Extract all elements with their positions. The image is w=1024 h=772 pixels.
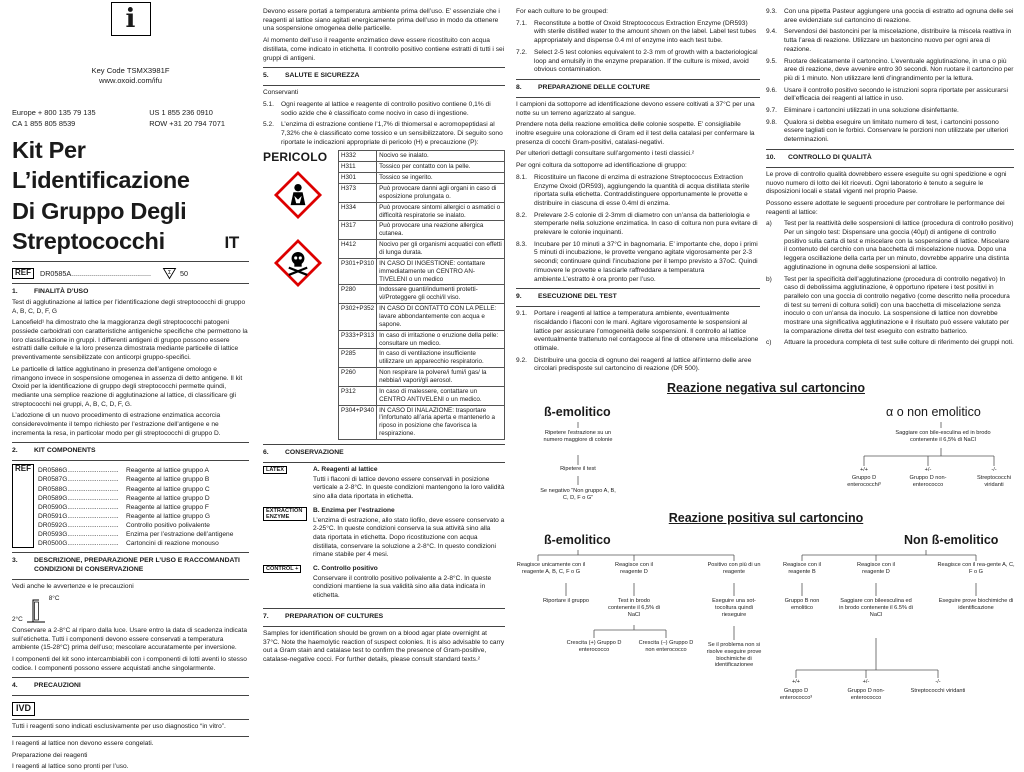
item-text: Ricostituire un flacone di enzima di estrazione Streptococcus Extraction Enzyme Oxoid (DR593), aggiungendo la quantità di acqua distillata sterile riportata sulla etichetta. Contraddistinguere opportunamente le provette e distribuire in ciascuna di esse 0.4ml di enzima. [534,173,750,207]
kit-component-code: DR0592G............................ [38,521,119,529]
hazard-code: P260 [339,368,377,387]
hazard-row [339,386,505,405]
website-link[interactable]: www.oxoid.com/ifu [99,76,162,86]
title-line: Kit Per L’identificazione [12,136,190,194]
hazard-code: H317 [339,221,377,240]
item-text: Test per la specificità dell’agglutinazione (procedura di controllo negativo) In caso di debolissima agglutinazione, è opportuno ripetere i test positivi in parallelo con una goccia di controllo negativo (come descritto nella procedura di test su terreni di coltura solidi) con una bacchetta di miscelazione senza inoculo o con un’ansa da inoculo. La sospensione di lattice non dovrebbe mostrare una significativa agglutinazione e il risultato può essere valutato per la comparazione diretta del test eseguito con estratto batterico. [784,275,1010,335]
info-icon: i [111,2,151,36]
hazard-code: P304+P340 [339,405,377,439]
item-number: 9.6. [766,86,777,94]
divider [766,149,1014,150]
item-text: Prelevare 2-5 colonie di 2-3mm di diametro con un’ansa da batteriologia e stemperarle nella soluzione enzimatica. In caso di coltura non pura evitare di prelevare le colonie inquinanti. [534,211,758,237]
section-8-heading: 8. PREPARAZIONE DELLE COLTURE [516,83,650,91]
beta-hemolytic-heading: ß-emolitico [544,533,611,547]
hazard-row [339,285,505,304]
kit-component-list [38,466,233,548]
kit-component-desc: Reagente al lattice gruppo D [126,494,210,502]
hazard-block [263,150,505,440]
hazard-row [339,173,505,184]
item-text: Con una pipetta Pasteur aggiungere una goccia di estratto ad ognuna delle sei aree evidenziate sul cartoncino di reazione. [784,8,1014,24]
hazard-code: H412 [339,240,377,259]
numbered-item [263,101,505,118]
s5-intro: Conservanti [263,89,299,97]
flow-pos-r3: Se il problema non si risolve eseguire prove biochimiche di identificazionee [706,642,762,669]
hazard-row [339,330,505,349]
hazard-text: Tossico se ingerito. [377,173,505,184]
temp-high: 8°C [48,594,60,602]
svg-text:Σ: Σ [167,269,172,276]
s1-paragraph: L’adozione di un nuovo procedimento di estrazione enzimatica accorcia considerevolmente il tempo richiesto per l’estrazione dell’antigene e ne incrementa la resa, in particolar modo per gli streptococchi di gruppo D. [12,412,221,437]
divider [12,579,249,580]
item-text: Eliminare i cartoncini utilizzati in una soluzione disinfettante. [784,107,959,115]
section-2-heading: 2. KIT COMPONENTS [12,447,96,455]
section-6-heading: 6. CONSERVAZIONE [263,449,344,457]
key-code: Key Code TSMX3981F [91,66,170,75]
divider [263,85,505,86]
hazard-text: Tossico per contatto con la pelle. [377,162,505,173]
item-number: 8.3. [516,240,527,248]
item-text: Incubare per 10 minuti a 37°C in bagnomaria. E’ importante che, dopo i primi 5 minuti di incubazione, le provette vengano agitate vigorosamente per 2-3 secondi; continuare quindi l’incubazione per il tempo previsto a 37oC. Quindi rimuovere le provette e lasciarle raffreddare a temperatura ambiente.L’estratto è ora pronto per l’uso. [534,240,758,283]
column-1 [12,0,249,771]
numbered-item [766,28,1014,54]
contact-ca: CA 1 855 805 8539 [12,118,76,128]
item-text: Select 2-5 test colonies equivalent to 2-3 mm of growth with a bacteriological loop and emulsify in the enzyme preparation. If the culture is mixed, avoid obvious contamination. [534,48,758,74]
temperature-limit-symbol [12,595,249,625]
s1-paragraph: Le particelle di lattice agglutinano in presenza dell’antigene omologo e rimangono invece in sospensione omogenea in assenza di detto antigene. Il kit Oxoid per la identificazione di gruppo degli streptococchi permette quindi, mediante una semplice reazione di agglutinazione al lattice, di classificare gli streptococchi nei gruppi, A, B, C, D, F, G. [12,365,243,408]
kit-component-row [38,466,233,475]
flow-pos-p1: Reagisce unicamente con il reagente A, B, C, F o G [516,562,586,575]
contact-us: US 1 855 236 0910 [149,107,213,117]
c3-intro: For each culture to be grouped: [516,8,609,15]
divider [516,288,760,289]
flow-pos-p5: Reagisce con il reagente D [857,562,895,575]
item-text: Usare il controllo positivo secondo le istruzioni sopra riportate per assicurarsi dell’efficacia dei reagenti al lattice in uso. [784,86,1008,103]
storage-content [313,466,505,505]
numbered-item [516,241,760,285]
divider [516,79,760,80]
thermometer-icon [25,596,47,624]
hazard-row [339,202,505,221]
hazard-row [339,304,505,331]
item-text: Ruotare delicatamente il cartoncino. L’eventuale agglutinazione, in una o più aree di reazione, deve avvenire entro 30 secondi. Non ruotare il cartoncino per più di 1 minuto. Non utilizzare lenti d’ingrandimento per la lettura. [784,57,1014,82]
storage-tag-cell [263,466,307,505]
s10-paragraph: Le prove di controllo qualità dovrebbero essere eseguite su ogni spedizione e ogni nuovo numero di lotto dei kit ricevuti. Ogni laboratorio è tenuto a seguire le disposizioni locali e statali vigenti nel proprio Paese. [766,170,1007,196]
hazard-table [338,150,505,440]
divider [516,97,760,98]
divider [263,462,505,463]
hazard-text: Può provocare danni agli organi in caso di esposizione prolungata o. [377,183,505,202]
section-1-heading: 1. FINALITÀ D’USO [12,287,89,295]
ref-row [12,268,249,279]
c3-en-list [516,20,760,75]
storage-title: C. Controllo positivo [313,565,378,573]
numbered-item [766,87,1014,104]
kit-component-row [38,475,233,484]
s3-intro: Vedi anche le avvertenze e le precauzioni [12,583,134,591]
sigma-count: 50 [180,268,189,278]
kit-component-row [38,521,233,530]
section-5-heading: 5. SALUTE E SICUREZZA [263,72,360,80]
numbered-item [516,174,760,209]
s1-paragraph: Lancefield¹ ha dimostrato che la maggioranza degli streptococchi patogeni possiede carboidrati con caratteristiche antigeniche specifiche che permettono la loro classificazione in gruppi. I differenti antigeni di gruppo possono essere estratti dalle cellule e la loro presenza dimostrata mediante particelle di lattice preventivamente sensibilizzate con anticorpi gruppo-specifici. [12,319,248,362]
kit-component-code: DR0588G............................ [38,485,119,493]
kit-component-code: DR0587G............................ [38,476,119,484]
numbered-item [766,220,1014,272]
s3-paragraph: I componenti del kit sono intercambiabili con i componenti di lotti aventi lo stesso codice. I componenti possono essere acquistati anche singolarmente. [12,655,247,672]
hazard-text: Nocivo se inalato. [377,151,505,162]
sigma-icon [163,268,176,279]
storage-content [313,507,505,563]
item-number: 5.1. [263,100,274,108]
hazard-row [339,349,505,368]
flow-pos-p4: Reagisce con il reagente B [783,562,821,575]
hazard-text: In caso di ventilazione insufficiente utilizzare un apparecchio respiratorio. [377,349,505,368]
flow-pos-pp: +/+ [791,679,801,685]
hazard-text: IN CASO DI INALAZIONE: trasportare l’infortunato all’aria aperta e mantenerlo a riposo in posizione che favorisca la respirazione. [377,405,505,439]
hazard-code: P280 [339,285,377,304]
item-number: 9.4. [766,28,777,36]
flow-neg-a1: Saggiare con bile-esculina ed in brodo contenente il 6,5% di NaCl [895,430,991,443]
hazard-row [339,151,505,162]
hazard-code: H301 [339,173,377,184]
flow-neg-pp-label: Gruppo D enterococchi³ [847,475,881,488]
s1-paragraph: Test di agglutinazione al lattice per l’identificazione degli streptococchi di gruppo A, B, C, D, F, G [12,298,246,315]
hazard-row [339,183,505,202]
item-number: 9.7. [766,107,777,115]
kit-component-code: DR0586G............................ [38,467,119,475]
storage-title: A. Reagenti al lattice [313,466,378,474]
flow-pos-q3: Eseguire una sot-tocoltura quindi rieseguire [712,598,756,618]
language-code: IT [224,232,239,252]
item-text: Distribuire una goccia di ognuno dei reagenti al lattice all’interno delle aree circolari predisposte sul cartoncino di reazione (DR 500). [534,356,752,373]
numbered-item [516,357,760,374]
health-hazard-icon [275,172,321,218]
column-2 [263,0,505,725]
ref-symbol: REF [12,268,34,279]
title-line: Di Gruppo Degli [12,197,187,224]
item-text: Servendosi dei bastoncini per la miscelazione, distribuire la miscela reattiva in tutta l’area di reazione. Utilizzare un bastoncino nuovo per ogni area di reazione. [784,28,1012,53]
hazard-row [339,368,505,387]
flow-pos-q2: Test in brodo contenente il 6,5% di NaCl [608,598,660,618]
divider [516,306,760,307]
divider [12,736,249,737]
divider [12,552,249,553]
kit-component-desc: Reagente al lattice gruppo G [126,512,210,520]
hazard-text: Non respirare la polvere/i fumi/i gas/ la nebbia/i vapori/gli aerosol. [377,368,505,387]
numbered-item [766,119,1014,145]
hazard-text: IN CASO DI CONTATTO CON LA PELLE: lavare abbondantemente con acqua e sapone. [377,304,505,331]
document-title [12,135,249,257]
section-7-heading: 7. PREPARATION OF CULTURES [263,612,384,620]
hazard-code: P285 [339,349,377,368]
item-number: 9.5. [766,57,777,65]
non-beta-hemolytic-heading: Non ß-emolitico [904,533,999,547]
item-number: 8.1. [516,173,527,181]
identification-flowchart [516,378,1016,723]
divider [12,442,249,443]
kit-component-desc: Reagente al lattice gruppo C [126,485,210,493]
divider [12,283,249,284]
item-text: Reconstitute a bottle of Oxoid Streptococcus Extraction Enzyme (DR593) with sterile distilled water to the amount shown on the label. Label test tubes appropriately and dispense 0.4 ml of enzyme into each test tube. [534,19,757,45]
kit-component-desc: Cartoncini di reazione monouso [126,540,219,548]
ivd-symbol: IVD [12,702,35,716]
flow-pos-pm-label: Gruppo D non-enterococco [847,688,885,701]
kit-component-row [38,530,233,539]
hazard-row [339,405,505,439]
divider [12,261,249,262]
storage-tag-cell [263,507,307,563]
temp-low: 2°C [12,616,23,624]
numbered-item [766,58,1014,84]
flow-pos-p6: Reagisce con il rea-gente A, C, F o G [937,562,1015,575]
storage-block [263,565,505,604]
item-number: b) [766,275,772,283]
item-text: Qualora si debba eseguire un limitato numero di test, i cartoncini possono essere tagliati con le forbici. Conservare le porzioni non utilizzate per ulteriori determinazioni. [784,118,1009,144]
storage-blocks [263,466,505,604]
hazard-row [339,221,505,240]
item-number: 8.2. [516,211,527,219]
item-text: Ogni reagente al lattice e reagente di controllo positivo contiene 0,1% di sodio azide che è classificato come nocivo in caso di ingestione. [281,100,491,117]
storage-text: Conservare il controllo positivo polivalente a 2-8°C. In queste condizioni mantiene la sua validità sino alla data indicata in etichetta. [313,574,492,600]
divider [12,719,249,720]
storage-block [263,466,505,505]
item-number: 9.2. [516,356,527,364]
s8-paragraph: Prendere nota della reazione emolitica delle colonie sospette. E’ consigliabile inoltre eseguire una colorazione di Gram ed il test della catalasi per confermare la presenza di cocchi Gram-positivi, catalasi-negativi. [516,121,755,146]
item-number: 7.2. [516,48,527,56]
storage-block [263,507,505,563]
s10-paragraph: Possono essere adottate le seguenti procedure per controllare le performance dei reagenti al lattice: [766,199,1005,216]
divider [263,67,505,68]
section-4-heading: 4. PRECAUZIONI [12,682,81,690]
contact-row: ROW +31 20 794 7071 [149,118,225,128]
divider [263,444,505,445]
section-10-heading: 10. CONTROLLO DI QUALITÀ [766,153,872,161]
flow-pos-mm-label: Streptococchi viridanti [910,688,966,694]
s8-paragraph: Per ogni coltura da sottoporre ad identificazione di gruppo: [516,162,687,170]
flow-neg-b3: Se negativo “Non gruppo A, B, C, D, F o G” [540,488,616,501]
hazard-text: Può provocare sintomi allergici o asmatici o difficoltà respiratorie se inalato. [377,202,505,221]
kit-component-code: DR0591G............................ [38,512,119,520]
hazard-code: P301+P310 [339,258,377,285]
c4-list [766,8,1014,145]
hazard-code: H311 [339,162,377,173]
s7-text: Samples for identification should be grown on a blood agar plate overnight at 37°C. Note the haemolytic reaction of suspect colonies. It is also advisable to carry out a Gram stain and catalase test to confirm the presence of Gram-positive, catalase-negative cocci. For further details, please consult standard texts.² [263,629,505,663]
item-text: Test per la reattività delle sospensioni di lattice (procedura di controllo positivo) Per un singolo test: Dispensare una goccia (40µl) di antigene di controllo positivo sulla carta di test e miscelare con la sospensione di lattice. Miscelare il contenuto del cerchio con una bacchetta di miscelazione nuova. Dopo una leggera oscillazione della carta per un minuto, dovrebbe apparire una distinta agglutinazione in ognuna delle sospensioni al lattice. [784,220,1014,271]
kit-component-code: DR0593G............................ [38,531,119,539]
kit-components [12,464,249,548]
storage-text: L’enzima di estrazione, allo stato liofilo, deve essere conservato a 2-25°C. In queste condizioni conserva la sua attività sino alla data riportata in etichetta. Dopo ricostituzione con acqua distillata, conservare la soluzione a 2-8°C. In questo condizioni rimane stabile per 4 mesi. [313,516,505,559]
hazard-text: Indossare guanti/indumenti protetti-vi/Proteggere gli occhi/il viso. [377,285,505,304]
hazard-code: H332 [339,151,377,162]
flow-pos-q5: Saggiare con bileesculina ed in brodo contenente il 6.5% di NaCl [839,598,913,618]
hazard-text: IN CASO DI INGESTIONE: contattare immediatamente un CENTRO AN-TIVELENI o un medico [377,258,505,285]
kit-component-row [38,503,233,512]
kit-component-code: DR0589G............................ [38,494,119,502]
divider [766,167,1014,168]
s8-paragraph: I campioni da sottoporre ad identificazione devono essere coltivati a 37°C per una notte su un terreno agarizzato al sangue. [516,100,755,117]
title-line: Streptococchi [12,228,165,255]
flow-pos-q4: Gruppo B non emolitico [784,598,820,611]
flow-pos-q1: Riportare il gruppo [542,598,590,604]
s10-list [766,220,1014,348]
numbered-item [766,339,1014,348]
negative-reaction-title: Reazione negativa sul cartoncino [667,381,865,395]
storage-tag: LATEX [263,466,287,474]
item-text: L’enzima di estrazione contiene l’1,7% di thiomersal e acromopeptidasi al 7,32% che è classificato come tossico e un sensibilizzatore. Di seguito sono riportate le indicazioni appropriate di pericolo (H) e precauzione (P): [281,121,503,146]
item-number: 5.2. [263,121,274,129]
numbered-item [766,8,1014,25]
item-text: Attuare la procedura completa di test sulle colture di riferimento dei gruppi noti. [784,339,1014,347]
key-code-block [12,66,249,87]
hazard-row [339,240,505,259]
storage-content [313,565,505,604]
flow-neg-pm: +/- [924,467,932,473]
hazard-code: P312 [339,386,377,405]
kit-component-desc: Controllo positivo polivalente [126,521,210,529]
hazard-text: In caso di irritazione o eruzione della pelle: consultare un medico. [377,330,505,349]
c2-paragraph: Al momento dell’uso il reagente enzimatico deve essere ricostituito con acqua distillata, come indicato in etichetta. Il controllo positivo contiene estratti di tutti i sei gruppi di antigeni. [263,37,505,62]
flow-neg-pp: +/+ [859,467,869,473]
hazard-text: Può provocare una reazione allergica cutanea. [377,221,505,240]
hazard-text: Nocivo per gli organismi acquatici con effetti di lunga durata. [377,240,505,259]
storage-text: Tutti i flaconi di lattice devono essere conservati in posizione verticale a 2-8°C. In queste condizioni mantengono la loro validità sino alla data riportata in etichetta. [313,475,505,501]
kit-component-desc: Reagente al lattice gruppo F [126,503,209,511]
s9-list [516,310,760,374]
numbered-item [263,121,505,147]
divider [12,677,249,678]
item-number: 7.1. [516,19,527,27]
kit-component-row [38,539,233,548]
storage-tag: CONTROL + [263,565,301,573]
ref-code: DR0585A........................................ [40,268,152,278]
kit-component-row [38,485,233,494]
alpha-hemolytic-heading: α o non emolitico [886,405,981,419]
beta-hemolytic-heading: ß-emolitico [544,405,611,419]
hazard-text: In caso di malessere, contattare un CENTRO ANTIVELENI o un medico. [377,386,505,405]
sigma-count-block [163,268,188,279]
numbered-item [516,212,760,238]
hazard-row [339,162,505,173]
divider [12,695,249,696]
section-3-heading: 3. DESCRIZIONE, PREPARAZIONE PER L’USO E RACCOMANDATI CONDIZIONI DI CONSERVAZIONE [12,557,240,574]
kit-component-desc: Reagente al lattice gruppo B [126,476,210,484]
contacts [12,107,249,129]
hazard-row [339,258,505,285]
s8-list [516,174,760,284]
flow-pos-pm: +/- [862,679,870,685]
storage-title: B. Enzima per l’estrazione [313,506,395,514]
divider [12,460,249,461]
flow-pos-r1: Crescita (+) Gruppo D enterococco [566,640,622,653]
flow-neg-b2: Ripetere il test [560,466,596,472]
numbered-item [516,20,760,46]
positive-reaction-title: Reazione positiva sul cartoncino [668,511,864,525]
hazard-code: H334 [339,202,377,221]
flow-neg-mm-label: Streptococchi viridanti [977,475,1011,488]
item-number: a) [766,220,772,228]
kit-component-desc: Enzima per l’estrazione dell’antigene [126,531,234,539]
flow-pos-p3: Positivo con più di un reagente [707,562,761,575]
c2-paragraph: Devono essere portati a temperatura ambiente prima dell’uso. E’ essenziale che i reagenti al lattice siano agitati energicamente prima dell’uso in modo da ottenere una sospensione omogenea delle particelle. [263,8,500,33]
s8-paragraph: Per ulteriori dettagli consultare sull’argomento i testi classici.² [516,150,695,158]
numbered-item [516,310,760,354]
section-9-heading: 9. ESECUZIONE DEL TEST [516,293,617,301]
item-number: c) [766,339,772,347]
flow-pos-p2: Reagisce con il reagente D [615,562,653,575]
kit-component-desc: Reagente al lattice gruppo A [126,467,209,475]
s5-list [263,101,505,148]
item-number: 9.8. [766,118,777,126]
storage-tag-cell [263,565,307,604]
skull-crossbones-icon [275,240,321,286]
flow-neg-pm-label: Gruppo D non-enterococco [909,475,947,488]
s4-paragraph: I reagenti al lattice sono pronti per l’uso. [12,763,129,771]
hazard-code: P302+P352 [339,304,377,331]
s4-paragraph: I reagenti al lattice non devono essere congelati. [12,739,154,747]
contact-europe: Europe + 800 135 79 135 [12,107,96,117]
hazard-code: P333+P313 [339,330,377,349]
flow-neg-mm: -/- [991,467,997,473]
hazard-code: H373 [339,183,377,202]
s3-paragraph: Conservare a 2-8°C al riparo dalla luce. Usare entro la data di scadenza indicata sull’etichetta. Tutti i componenti devono essere conservati a temperatura ambiente (15-28°C) prima dell’uso; mescolare accuratamente per inversione. [12,626,248,652]
pericolo-label: PERICOLO [263,150,328,165]
numbered-item [766,107,1014,116]
divider [263,626,505,627]
kit-component-code: DR0590G............................ [38,503,119,511]
s4-paragraph: Tutti i reagenti sono indicati esclusivamente per uso diagnostico “in vitro”. [12,723,226,731]
flow-pos-pp-label: Gruppo D enterococco³ [779,688,813,701]
flow-pos-r2: Crescita (–) Gruppo D non enterococco [638,640,694,653]
ref-symbol: REF [12,464,34,548]
item-number: 9.3. [766,8,777,15]
s4-paragraph: Preparazione dei reagenti [12,751,88,759]
kit-component-code: DR0500G............................ [38,540,119,548]
numbered-item [766,276,1014,337]
flow-neg-b1: Ripetere l’estrazione su un numero maggiore di colonie [543,430,613,443]
item-text: Portare i reagenti al lattice a temperatura ambiente, eventualmente riscaldando i flaconi con le mani. Agitare vigorosamente le sospensioni al lattice per assicurare l’omogeneità delle sospensioni. Il controllo al lattice eventualmente trattenuto nel contagocce al fine di ottenere una miscelazione ottimale. [534,310,759,353]
flow-pos-mm: -/- [935,679,941,685]
flow-pos-q6: Eseguire prove biochimiche di identificazione [938,598,1014,611]
storage-tag: EXTRACTION ENZYME [263,507,307,521]
numbered-item [516,49,760,75]
divider [263,608,505,609]
kit-component-row [38,494,233,503]
item-number: 9.1. [516,310,527,318]
kit-component-row [38,512,233,521]
